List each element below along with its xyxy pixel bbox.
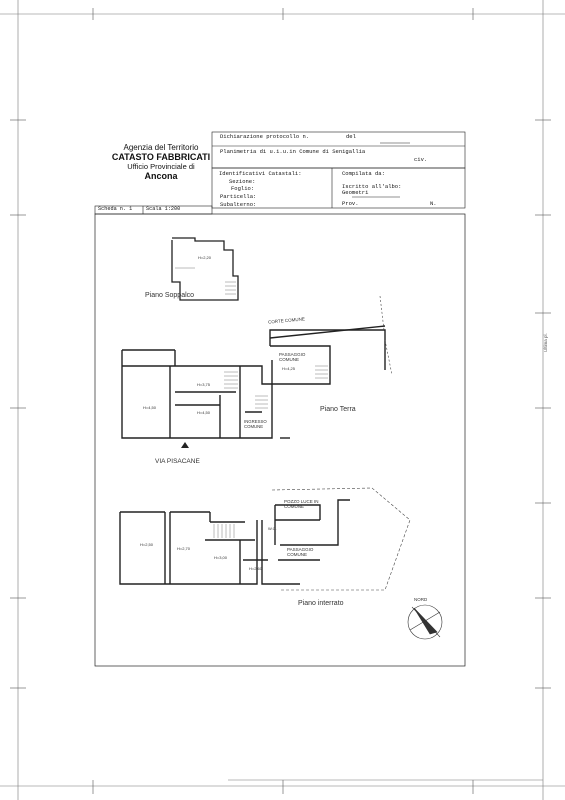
height-interrato-2: H=2,70	[177, 546, 191, 551]
height-interrato-3: H=3,00	[214, 555, 228, 560]
north-label: NORD	[414, 597, 428, 602]
height-terra-4: H=4,25	[282, 366, 296, 371]
iscritto-label: Iscritto all'albo:	[342, 183, 402, 190]
agency-block	[96, 143, 226, 182]
n-label: N.	[430, 200, 437, 207]
passaggio-comune-interrato-label: PASSAGGIO COMUNE	[287, 547, 314, 557]
planimetria-label: Planimetria di u.i.u.in Comune di Senigallia	[220, 148, 366, 155]
protocol-label: Dichiarazione protocollo n.	[220, 133, 310, 140]
compilata-label: Compilata da:	[342, 170, 385, 177]
prov-label: Prov.	[342, 200, 359, 207]
province-name: Ancona	[144, 171, 178, 182]
office-label: Ufficio Provinciale di	[127, 161, 195, 171]
height-terra-1: H=4,50	[143, 405, 157, 410]
geometri-label: Geometri	[342, 189, 369, 196]
piano-interrato-label: Piano interrato	[298, 600, 344, 607]
entrance-arrow-icon	[181, 442, 189, 448]
piano-terra-label: Piano Terra	[320, 406, 356, 413]
identifiers-label: Identificativi Catastali:	[219, 170, 302, 177]
civic-label: civ.	[414, 156, 428, 163]
pozzo-luce-label: POZZO LUCE IN COMUNE	[284, 499, 319, 509]
street-label: VIA PISACANE	[155, 458, 200, 465]
subalterno-label: Subalterno:	[220, 201, 257, 208]
height-terra-2: H=3,75	[197, 382, 211, 387]
particella-label: Particella:	[220, 193, 257, 200]
height-soppalco: H=2,20	[198, 255, 212, 260]
ingresso-comune-label: INGRESSO COMUNE	[244, 419, 267, 429]
height-interrato-1: H=2,50	[140, 542, 154, 547]
north-arrow-icon	[408, 605, 442, 639]
side-annotation: Ultima pl.	[543, 333, 548, 352]
piano-soppalco-label: Piano Soppalco	[145, 292, 195, 299]
scheda-label: Scheda n. 1	[98, 206, 133, 212]
corte-comune-label: CORTE COMUNE	[267, 316, 306, 325]
height-interrato-4: H=2,60	[249, 566, 263, 571]
wc-label: W.C.	[268, 526, 277, 531]
passaggio-comune-label: PASSAGGIO COMUNE	[279, 352, 306, 362]
sezione-label: Sezione:	[229, 178, 256, 185]
catasto-title: CATASTO FABBRICATI	[111, 152, 211, 163]
height-terra-3: H=4,50	[197, 410, 211, 415]
scala-label: Scala 1:200	[146, 206, 181, 212]
foglio-label: Foglio:	[231, 185, 255, 192]
agency-name: Agenzia del Territorio	[123, 143, 199, 152]
date-label: del	[346, 133, 356, 140]
